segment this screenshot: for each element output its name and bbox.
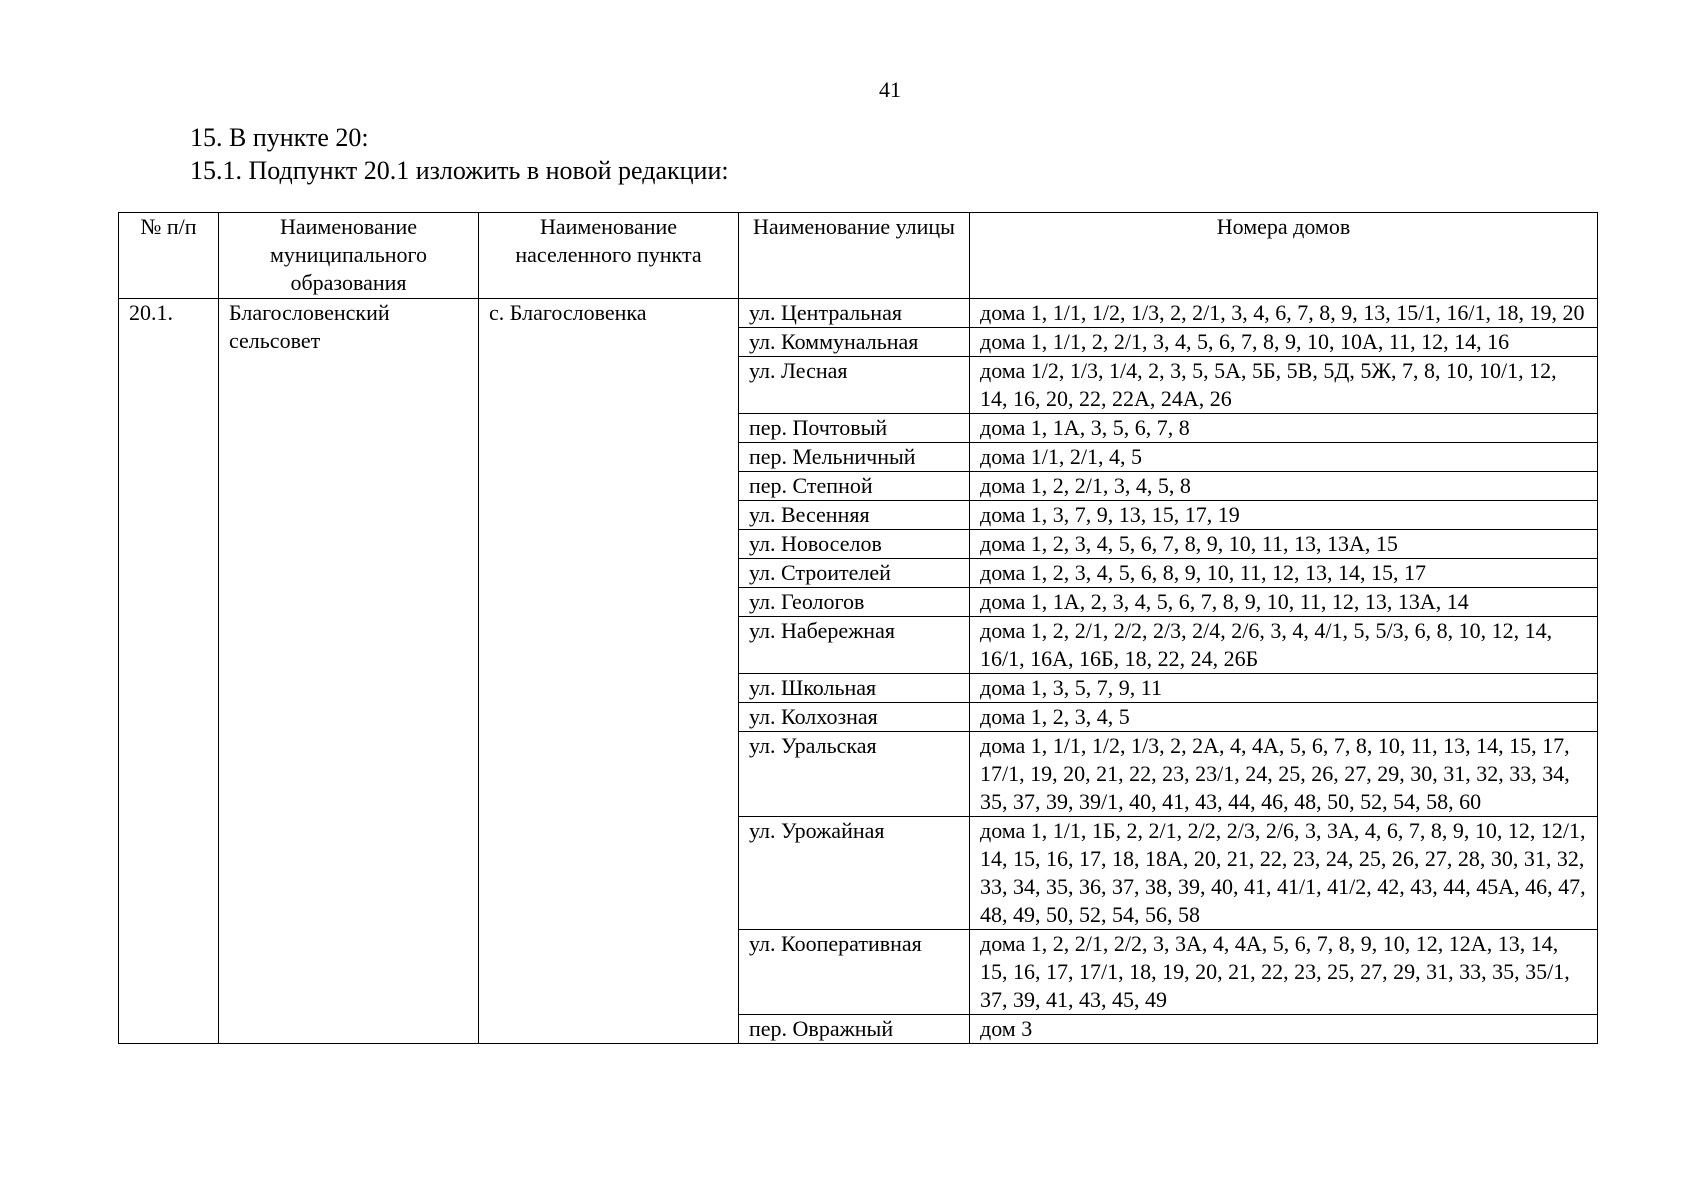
page-number: 41 [879,77,901,102]
header-street: Наименование улицы [739,213,970,299]
house-numbers: дома 1, 2, 2/1, 2/2, 2/3, 2/4, 2/6, 3, 4, 4/1, 5, 5/3, 6, 8, 10, 12, 14, 16/1, 16А, 16Б, 18, 22, 24, 26Б [970,617,1598,674]
house-numbers: дома 1/1, 2/1, 4, 5 [970,443,1598,472]
house-numbers: дома 1, 3, 5, 7, 9, 11 [970,674,1598,703]
street-name: пер. Мельничный [739,443,970,472]
street-name: ул. Набережная [739,617,970,674]
street-name: ул. Новоселов [739,530,970,559]
house-numbers: дома 1, 1/1, 1/2, 1/3, 2, 2А, 4, 4А, 5, 6, 7, 8, 10, 11, 13, 14, 15, 17, 17/1, 19, 20, 21, 22, 23, 23/1, 24, 25, 26, 27, 29, 30, 31, 32, 33, 34, 35, 37, 39, 39/1, 40, 41, 43, 44, 46, 48, 50, 52, 54, 58, 60 [970,732,1598,817]
streets-table [118,212,1598,1044]
house-numbers: дом 3 [970,1015,1598,1044]
house-numbers: дома 1/2, 1/3, 1/4, 2, 3, 5, 5А, 5Б, 5В, 5Д, 5Ж, 7, 8, 10, 10/1, 12, 14, 16, 20, 22, 22А, 24А, 26 [970,357,1598,414]
house-numbers: дома 1, 1/1, 1Б, 2, 2/1, 2/2, 2/3, 2/6, 3, 3А, 4, 6, 7, 8, 9, 10, 12, 12/1, 14, 15, 16, 17, 18, 18А, 20, 21, 22, 23, 24, 25, 26, 27, 28, 30, 31, 32, 33, 34, 35, 36, 37, 38, 39, 40, 41, 41/1, 41/2, 42, 43, 44, 45А, 46, 47, 48, 49, 50, 52, 54, 56, 58 [970,817,1598,930]
street-name: ул. Строителей [739,559,970,588]
house-numbers: дома 1, 2, 2/1, 3, 4, 5, 8 [970,472,1598,501]
table-body [119,299,1598,1044]
header-houses: Номера домов [970,213,1598,299]
street-name: ул. Колхозная [739,703,970,732]
header-settlement: Наименование населенного пункта [479,213,739,299]
street-name: ул. Весенняя [739,501,970,530]
house-numbers: дома 1, 2, 2/1, 2/2, 3, 3А, 4, 4А, 5, 6, 7, 8, 9, 10, 12, 12А, 13, 14, 15, 16, 17, 17/1, 18, 19, 20, 21, 22, 23, 25, 27, 29, 31, 33, 35, 35/1, 37, 39, 41, 43, 45, 49 [970,930,1598,1015]
table-header-row [119,213,1598,299]
house-numbers: дома 1, 3, 7, 9, 13, 15, 17, 19 [970,501,1598,530]
street-name: ул. Уральская [739,732,970,817]
subsection-heading: 15.1. Подпункт 20.1 изложить в новой редакции: [190,156,729,185]
street-name: ул. Кооперативная [739,930,970,1015]
house-numbers: дома 1, 1/1, 2, 2/1, 3, 4, 5, 6, 7, 8, 9, 10, 10А, 11, 12, 14, 16 [970,328,1598,357]
street-name: ул. Центральная [739,299,970,328]
house-numbers: дома 1, 2, 3, 4, 5, 6, 8, 9, 10, 11, 12, 13, 14, 15, 17 [970,559,1598,588]
header-municipality: Наименование муниципального образования [219,213,479,299]
entry-number: 20.1. [119,299,219,1044]
section-heading: 15. В пункте 20: [190,123,369,152]
municipality-name: Благословенский сельсовет [219,299,479,1044]
settlement-name: с. Благословенка [479,299,739,1044]
street-name: ул. Школьная [739,674,970,703]
house-numbers: дома 1, 2, 3, 4, 5 [970,703,1598,732]
street-name: пер. Овражный [739,1015,970,1044]
street-name: пер. Степной [739,472,970,501]
house-numbers: дома 1, 2, 3, 4, 5, 6, 7, 8, 9, 10, 11, 13, 13А, 15 [970,530,1598,559]
street-name: ул. Геологов [739,588,970,617]
house-numbers: дома 1, 1/1, 1/2, 1/3, 2, 2/1, 3, 4, 6, 7, 8, 9, 13, 15/1, 16/1, 18, 19, 20 [970,299,1598,328]
street-name: ул. Лесная [739,357,970,414]
table-row [119,299,1598,328]
house-numbers: дома 1, 1А, 3, 5, 6, 7, 8 [970,414,1598,443]
street-name: ул. Урожайная [739,817,970,930]
house-numbers: дома 1, 1А, 2, 3, 4, 5, 6, 7, 8, 9, 10, 11, 12, 13, 13А, 14 [970,588,1598,617]
street-name: пер. Почтовый [739,414,970,443]
header-num: № п/п [119,213,219,299]
street-name: ул. Коммунальная [739,328,970,357]
